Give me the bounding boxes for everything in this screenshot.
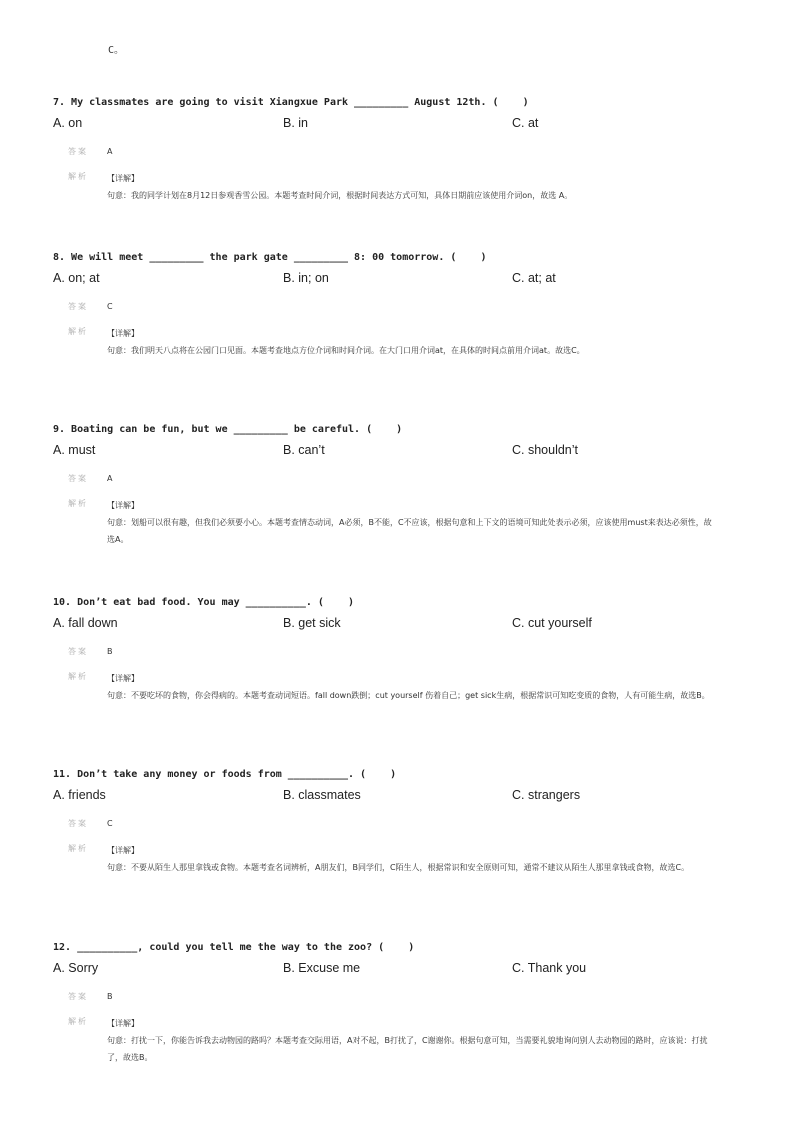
detail-tag: 【详解】 <box>107 174 139 183</box>
option-a[interactable]: A. on <box>53 116 83 130</box>
options-row <box>53 614 773 632</box>
question-12 <box>53 941 773 1066</box>
option-a[interactable]: A. must <box>53 443 96 457</box>
option-a[interactable]: A. friends <box>53 788 106 802</box>
analysis-label: 解析 <box>68 327 88 336</box>
option-c[interactable]: C. at <box>512 116 539 130</box>
analysis-label: 解析 <box>68 172 88 181</box>
option-b[interactable]: B. Excuse me <box>283 961 361 975</box>
detail-tag: 【详解】 <box>107 674 139 683</box>
answer-label: 答案 <box>68 992 88 1001</box>
options-row <box>53 269 773 287</box>
option-c[interactable]: C. cut yourself <box>512 616 592 630</box>
question-stem: 12. __________, could you tell me the way to the zoo? ( ) <box>53 942 415 953</box>
option-b[interactable]: B. classmates <box>283 788 361 802</box>
detail-tag: 【详解】 <box>107 501 139 510</box>
question-10 <box>53 596 773 704</box>
answer-block <box>68 817 773 876</box>
explanation-text: 句意：打扰一下，你能告诉我去动物园的路吗？本题考查交际用语，A对不起，B打扰了，C谢谢你。根据句意可知，当需要礼貌地询问别人去动物园的路时，应该说：打扰了，故选B。 <box>107 1036 708 1062</box>
answer-value: C <box>107 302 113 311</box>
options-row <box>53 441 773 459</box>
answer-label: 答案 <box>68 147 88 156</box>
options-row <box>53 959 773 977</box>
option-b[interactable]: B. in <box>283 116 309 130</box>
explanation-text: 句意：不要从陌生人那里拿钱或食物。本题考查名词辨析，A朋友们，B同学们，C陌生人，根据常识和安全原则可知，通常不建议从陌生人那里拿钱或食物，故选C。 <box>107 863 690 872</box>
option-c[interactable]: C. Thank you <box>512 961 587 975</box>
answer-value: C <box>107 819 113 828</box>
option-b[interactable]: B. can’t <box>283 443 325 457</box>
question-stem: 10. Don’t eat bad food. You may __________. ( ) <box>53 597 355 608</box>
answer-label: 答案 <box>68 302 88 311</box>
answer-value: A <box>107 147 113 156</box>
explanation-text: 句意：我的同学计划在8月12日参观香雪公园。本题考查时间介词，根据时间表达方式可知，具体日期前应该使用介词on，故选 A。 <box>107 191 573 200</box>
detail-tag: 【详解】 <box>107 329 139 338</box>
previous-answer-tail: C。 <box>108 45 125 56</box>
option-a[interactable]: A. on; at <box>53 271 100 285</box>
answer-block <box>68 990 773 1066</box>
answer-label: 答案 <box>68 819 88 828</box>
question-stem: 8. We will meet _________ the park gate _________ 8: 00 tomorrow. ( ) <box>53 252 487 263</box>
question-9 <box>53 423 773 548</box>
analysis-label: 解析 <box>68 1017 88 1026</box>
question-8 <box>53 251 773 359</box>
option-b[interactable]: B. in; on <box>283 271 329 285</box>
explanation-text: 句意：划船可以很有趣，但我们必须要小心。本题考查情态动词，A必须，B不能，C不应该，根据句意和上下文的语境可知此处表示必须，应该使用must来表达必须性，故选A。 <box>107 518 712 544</box>
answer-value: B <box>107 647 113 656</box>
question-stem: 9. Boating can be fun, but we _________ be careful. ( ) <box>53 424 403 435</box>
explanation-text: 句意：不要吃坏的食物，你会得病的。本题考查动词短语。fall down跌倒；cut yourself 伤着自己；get sick生病，根据常识可知吃变质的食物，人有可能生病，故选B。 <box>107 691 710 700</box>
answer-label: 答案 <box>68 474 88 483</box>
detail-tag: 【详解】 <box>107 1019 139 1028</box>
option-c[interactable]: C. strangers <box>512 788 581 802</box>
answer-block <box>68 472 773 548</box>
explanation-text: 句意：我们明天八点将在公园门口见面。本题考查地点方位介词和时间介词。在大门口用介词at，在具体的时间点前用介词at。故选C。 <box>107 346 585 355</box>
question-stem: 7. My classmates are going to visit Xiangxue Park _________ August 12th. ( ) <box>53 97 529 108</box>
analysis-label: 解析 <box>68 672 88 681</box>
analysis-label: 解析 <box>68 844 88 853</box>
answer-block <box>68 300 773 359</box>
answer-value: A <box>107 474 113 483</box>
option-a[interactable]: A. Sorry <box>53 961 99 975</box>
question-stem: 11. Don’t take any money or foods from __________. ( ) <box>53 769 397 780</box>
question-7 <box>53 96 773 204</box>
answer-value: B <box>107 992 113 1001</box>
detail-tag: 【详解】 <box>107 846 139 855</box>
option-c[interactable]: C. shouldn’t <box>512 443 579 457</box>
options-row <box>53 786 773 804</box>
option-c[interactable]: C. at; at <box>512 271 556 285</box>
answer-block <box>68 145 773 204</box>
question-11 <box>53 768 773 876</box>
answer-block <box>68 645 773 704</box>
options-row <box>53 114 773 132</box>
answer-label: 答案 <box>68 647 88 656</box>
option-b[interactable]: B. get sick <box>283 616 341 630</box>
option-a[interactable]: A. fall down <box>53 616 118 630</box>
analysis-label: 解析 <box>68 499 88 508</box>
